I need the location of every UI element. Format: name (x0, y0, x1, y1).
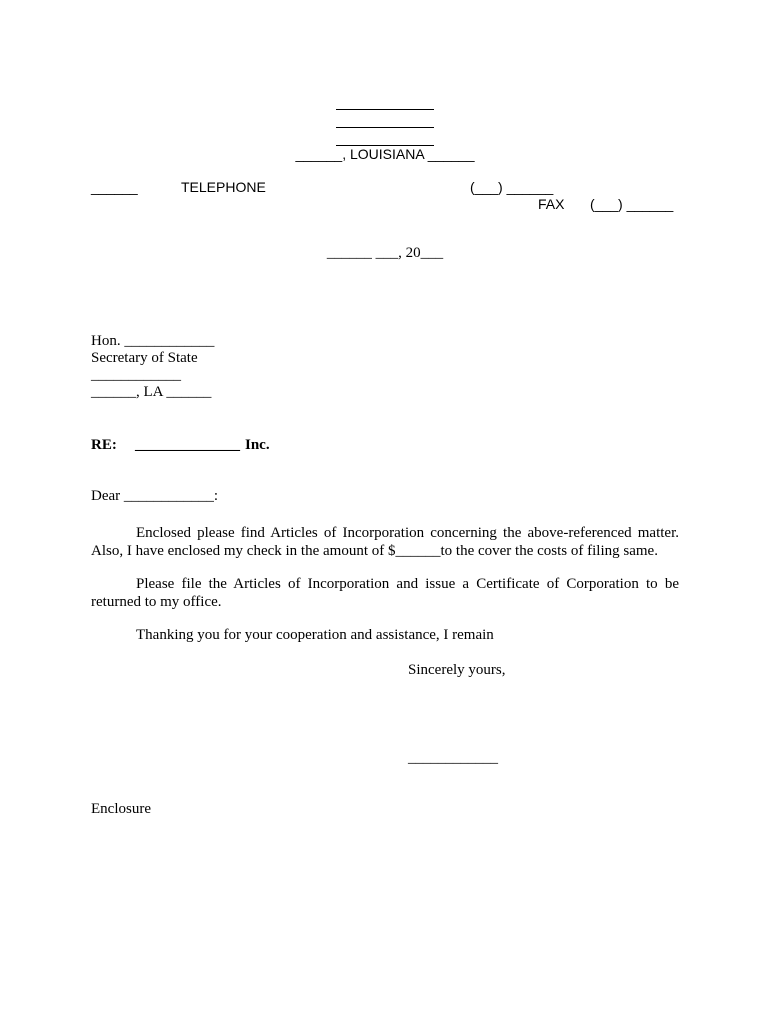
fax-label: FAX (538, 196, 565, 212)
telephone-label: TELEPHONE (181, 179, 266, 195)
re-company-suffix: Inc. (245, 437, 270, 453)
letterhead-name-line (336, 109, 434, 110)
date-line: ______ ___, 20___ (326, 245, 444, 261)
body-paragraph-3: Thanking you for your cooperation and assistance, I remain (136, 627, 494, 643)
salutation: Dear ____________: (91, 488, 219, 504)
recipient-title: Secretary of State (91, 350, 198, 366)
recipient-address-line2: ______, LA ______ (91, 384, 212, 400)
recipient-name: Hon. ____________ (91, 333, 215, 349)
re-company-blank: ______________ (135, 437, 240, 453)
telephone-blank: ______ (91, 179, 138, 195)
telephone-number: (___) ______ (470, 179, 554, 195)
letterhead-location: ______, LOUISIANA ______ (295, 146, 475, 162)
body-paragraph-1: Enclosed please find Articles of Incorporation concerning the above-referenced matter. Also, I have enclosed my check in the amount of $______to the cover the costs of filing same. (91, 525, 679, 559)
closing: Sincerely yours, (408, 662, 506, 678)
letterhead-address-line-1 (336, 127, 434, 128)
body-paragraph-2: Please file the Articles of Incorporation and issue a Certificate of Corporation to be returned to my office. (91, 576, 679, 610)
signature-line: ____________ (408, 750, 498, 766)
enclosure-note: Enclosure (91, 801, 151, 817)
recipient-address-line1: ____________ (91, 367, 181, 383)
re-label: RE: (91, 437, 117, 453)
fax-number: (___) ______ (590, 196, 674, 212)
